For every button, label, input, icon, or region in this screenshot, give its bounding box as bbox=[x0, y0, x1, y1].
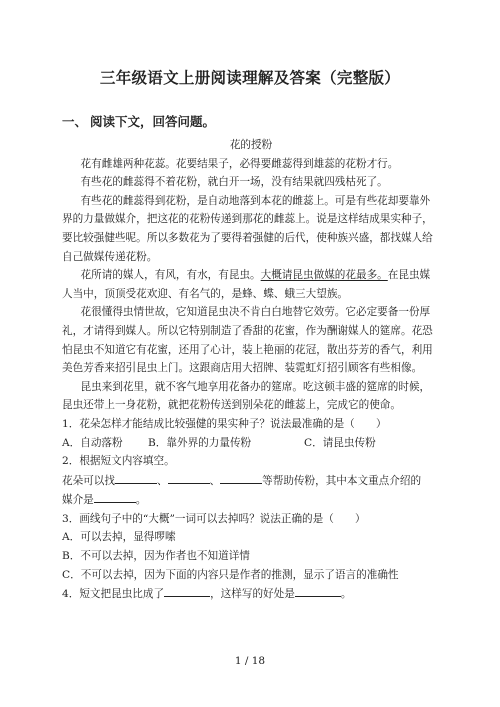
question-1-options bbox=[62, 434, 440, 453]
underlined-sentence: 大概请昆虫做媒的花最多。 bbox=[260, 269, 388, 282]
q4-mid: ，这样写的好处是 bbox=[210, 588, 295, 601]
q2-fill-line-2-start: 媒介是 bbox=[62, 494, 94, 507]
q1-option-c: C．请昆虫传粉 bbox=[304, 436, 376, 449]
question-2-fill-line-1 bbox=[62, 471, 440, 491]
q3-option-c: C．不可以去掉，因为下面的内容只是作者的推测，显示了语言的准确性 bbox=[62, 568, 399, 581]
passage-paragraph-1: 花有雌雄两种花蕊。花要结果子，必得要雌蕊得到雄蕊的花粉才行。 bbox=[80, 157, 399, 170]
document-title: 三年级语文上册阅读理解及答案（完整版） bbox=[99, 68, 401, 87]
q4-end: 。 bbox=[340, 588, 352, 601]
passage-paragraph-4 bbox=[62, 266, 440, 303]
question-2-fill-line-2 bbox=[62, 490, 440, 510]
passage-title: 花的授粉 bbox=[229, 139, 273, 151]
q3-option-b: B．不可以去掉，因为作者也不知道详情 bbox=[62, 550, 250, 563]
section-label: 阅读下文，回答问题。 bbox=[90, 114, 216, 129]
answer-blank[interactable] bbox=[115, 471, 157, 484]
paragraph-4-start: 花所请的媒人，有风，有水，有昆虫。 bbox=[80, 269, 261, 282]
q2-separator-1: 、 bbox=[156, 474, 168, 487]
q2-fill-start: 花朵可以找 bbox=[62, 474, 115, 487]
q2-separator-2: 、 bbox=[209, 474, 221, 487]
section-heading bbox=[62, 112, 215, 130]
question-2: 2．根据短文内容填空。 bbox=[62, 455, 175, 468]
answer-blank[interactable] bbox=[168, 471, 210, 484]
section-number: 一、 bbox=[62, 114, 88, 129]
answer-blank[interactable] bbox=[220, 471, 262, 484]
question-3: 3．画线句子中的“大概”一词可以去掉吗？说法正确的是（ ） bbox=[62, 512, 366, 525]
passage-paragraph-5: 花很懂得虫情世故，它知道昆虫决不肯白白地替它效劳。它必定要备一份厚礼，才请得到媒人。所以它特别制造了香甜的花蜜，作为酬谢媒人的筵席。花恐怕昆虫不知道它有花蜜，还用了心计，装上艳丽的花冠，散出芬芳的香气，利用美色芳香来招引昆虫上门。这跟商店用大招牌、装霓虹灯招引顾客有些相像。 bbox=[62, 306, 433, 375]
q4-start: 4．短文把昆虫比成了 bbox=[62, 588, 165, 601]
passage-paragraph-6: 昆虫来到花里，就不客气地享用花备办的筵席。吃这顿丰盛的筵席的时候，昆虫还带上一身花粉，就把花粉传送到别朵花的雌蕊上，完成它的使命。 bbox=[62, 380, 431, 412]
answer-blank[interactable] bbox=[94, 490, 136, 503]
passage-paragraph-2: 有些花的雌蕊得不着花粉，就白开一场，没有结果就四残枯死了。 bbox=[80, 176, 388, 189]
paragraph-4-end: 在昆虫媒人当中，顶顶受花欢迎、有名气的，是蜂、蝶、蛾三大望族。 bbox=[62, 269, 431, 300]
passage-paragraph-3: 有些花的雌蕊得到花粉，是自动地落到本花的雌蕊上。可是有些花却要靠外界的力量做媒介，把这花的花粉传递到那花的雌蕊上。说是这样结成果实种子，要比较强健些呢。所以多数花为了要得着强健的后代，使种族兴盛，都找媒人给自己做媒传递花粉。 bbox=[62, 194, 433, 263]
answer-blank[interactable] bbox=[295, 584, 341, 597]
q2-fill-mid: 等帮助传粉，其中本文重点介绍的 bbox=[262, 474, 422, 487]
answer-blank[interactable] bbox=[164, 584, 210, 597]
q1-option-a: A．自动落粉 bbox=[62, 436, 123, 449]
reading-content bbox=[62, 136, 440, 604]
q3-option-a: A．可以去掉，显得啰嗦 bbox=[62, 531, 176, 544]
question-1: 1．花朵怎样才能结成比较强健的果实种子？说法最准确的是（ ） bbox=[62, 417, 387, 430]
q1-option-b: B．靠外界的力量传粉 bbox=[148, 436, 252, 449]
question-4 bbox=[62, 584, 440, 604]
q2-fill-line-2-end: 。 bbox=[135, 494, 147, 507]
page-number: 1 / 18 bbox=[234, 655, 266, 667]
